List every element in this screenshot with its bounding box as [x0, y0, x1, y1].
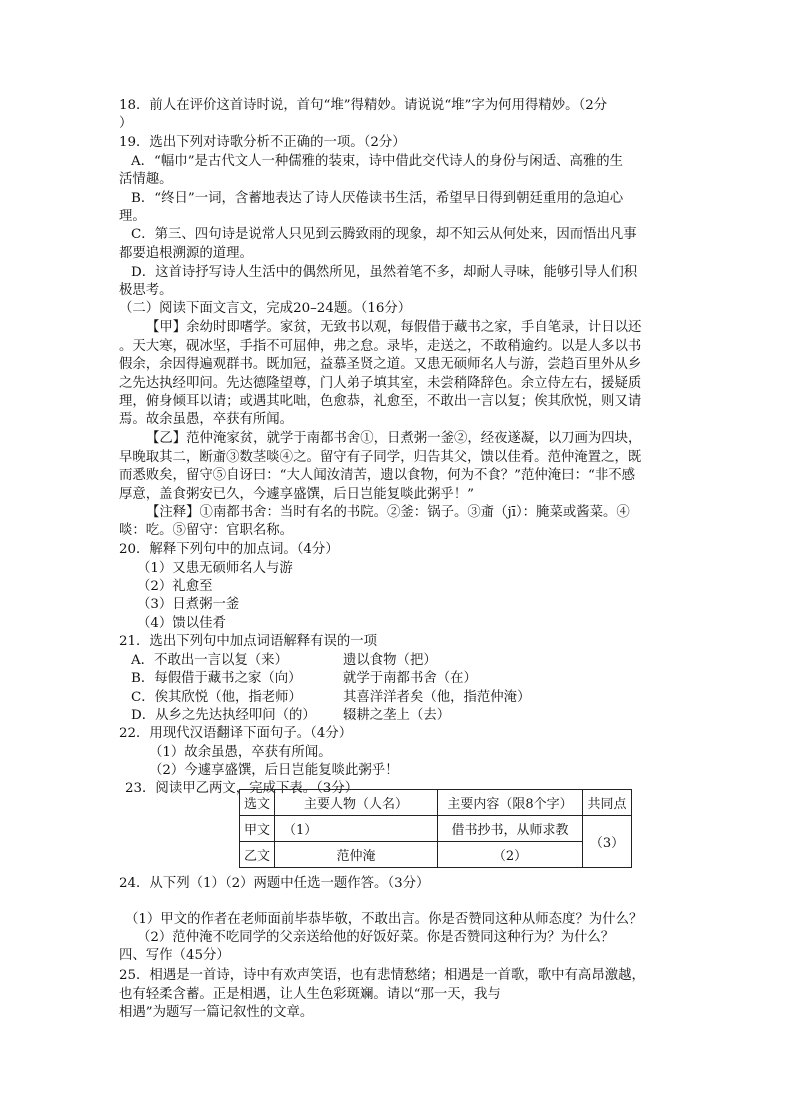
passage-jia-line: 假余，余因得遍观群书。既加冠，益慕圣贤之道。又患无硕师名人与游，尝趋百里外从乡 — [119, 357, 642, 372]
q19-option-a: A．“幅巾”是古代文人一种儒雅的装束，诗中借此交代诗人的身份与闲适、高雅的生 — [131, 154, 624, 169]
q21-stem: 21．选出下列句中加点词语解释有误的一项 — [119, 634, 378, 649]
q20-item: （3）日煮粥一釜 — [137, 597, 240, 612]
q21-option-left: C．俟其欣悦（他，指老师） — [131, 690, 302, 705]
q23-table — [239, 789, 632, 868]
q21-option-right: 遗以食物（把） — [343, 653, 437, 668]
passage-jia-line: 【甲】余幼时即嗜学。家贫，无致书以观，每假借于藏书之家，手自笔录，计日以还 — [146, 320, 642, 335]
q22-stem: 22．用现代汉语翻译下面句子。（4分） — [119, 726, 353, 741]
q21-option-right: 辍耕之垄上（去） — [343, 708, 451, 723]
q20-item: （2）礼愈至 — [137, 579, 213, 594]
q21-option-right: 就学于南都书舍（在） — [343, 671, 477, 686]
table-cell: （2） — [438, 842, 583, 868]
q18-line: 18．前人在评价这首诗时说，首句“堆”得精妙。请说说“堆”字为何用得精妙。（2分 — [119, 98, 608, 113]
q19-option-c: C．第三、四句诗是说常人只见到云腾致雨的现象，却不知云从何处来，因而悟出凡事 — [131, 227, 637, 242]
notes-line: 【注释】①南都书舍：当时有名的书院。②釜：锅子。③齑（jī）：腌菜或酱菜。④ — [146, 505, 630, 520]
table-cell-common: （3） — [583, 816, 632, 868]
passage-jia-line: 之先达执经叩问。先达德隆望尊，门人弟子填其室，未尝稍降辞色。余立侍左右，援疑质 — [119, 376, 642, 391]
q23-stem: 23．阅读甲乙两文，完成下表。（3分） — [125, 781, 359, 796]
q18-line-cont: ） — [119, 116, 133, 131]
q20-item: （1）又患无硕师名人与游 — [137, 561, 293, 576]
q22-item: （2）今遽享盛馔，后日岂能复啖此粥乎！ — [149, 763, 399, 778]
q19-option-b-cont: 理。 — [119, 209, 146, 224]
table-row — [240, 842, 632, 868]
table-cell: 范仲淹 — [275, 842, 438, 868]
passage-yi-line: 【乙】范仲淹家贫，就学于南都书舍①，日煮粥一釜②，经夜遂凝，以刀画为四块， — [146, 431, 642, 446]
table-cell: 乙文 — [240, 842, 275, 868]
passage-jia-line: 。天大寒，砚冰坚，手指不可屈伸，弗之怠。录毕，走送之，不敢稍逾约。以是人多以书 — [119, 339, 642, 354]
passage-yi-line: 而悉败矣，留守⑤自讶曰：“大人闻汝清苦，遗以食物，何为不食？”范仲淹曰：“非不感 — [119, 468, 635, 483]
table-header-cell: 主要内容（限8个字） — [438, 790, 583, 816]
q20-item: （4）馈以佳肴 — [137, 616, 226, 631]
q20-stem: 20．解释下列句中的加点词。（4分） — [119, 542, 339, 557]
q21-option-left: A．不敢出一言以复（来） — [131, 653, 288, 668]
q19-option-a-cont: 活情趣。 — [119, 172, 173, 187]
section-4-heading: 四、写作（45分） — [119, 948, 230, 963]
table-header-cell: 主要人物（人名） — [275, 790, 438, 816]
q19-option-d-cont: 极思考。 — [119, 283, 173, 298]
notes-line: 啖：吃。⑤留守：官职名称。 — [119, 523, 294, 538]
q24-option: （1）甲文的作者在老师面前毕恭毕敬，不敢出言。你是否赞同这种从师态度？为什么？ — [125, 912, 643, 927]
q22-item: （1）故余虽愚，卒获有所闻。 — [149, 745, 332, 760]
q19-option-b: B．“终日”一词，含蓄地表达了诗人厌倦读书生活，希望早日得到朝廷重用的急迫心 — [131, 191, 624, 206]
q24-stem: 24．从下列（1）（2）两题中任选一题作答。（3分） — [119, 876, 430, 891]
table-cell: 甲文 — [240, 816, 275, 842]
q25-line: 也有轻柔含蓄。正是相遇，让人生色彩斑斓。请以“那一天，我与 — [119, 987, 501, 1002]
q25-line: 相遇”为题写一篇记叙性的文章。 — [119, 1005, 314, 1020]
q19-option-d: D．这首诗抒写诗人生活中的偶然所见，虽然着笔不多，却耐人寻味，能够引导人们积 — [131, 265, 638, 280]
table-header-cell: 选文 — [240, 790, 275, 816]
passage-yi-line: 早晚取其二，断齑③数茎啖④之。留守有子同学，归告其父，馈以佳肴。范仲淹置之，既 — [119, 450, 642, 465]
q21-option-left: B．每假借于藏书之家（向） — [131, 671, 302, 686]
section-2-heading: （二）阅读下面文言文，完成20–24题。（16分） — [119, 301, 412, 316]
passage-jia-line: 理，俯身倾耳以请；或遇其叱咄，色愈恭，礼愈至，不敢出一言以复；俟其欣悦，则又请 — [119, 394, 642, 409]
table-cell: （1） — [275, 816, 438, 842]
q21-option-left: D．从乡之先达执经叩问（的） — [131, 708, 316, 723]
q19-stem: 19．选出下列对诗歌分析不正确的一项。（2分） — [119, 135, 406, 150]
table-cell: 借书抄书，从师求教 — [438, 816, 583, 842]
table-header-row — [240, 790, 632, 816]
passage-yi-line: 厚意，盖食粥安已久，今遽享盛馔，后日岂能复啖此粥乎！” — [119, 487, 474, 502]
table-header-cell: 共同点 — [583, 790, 632, 816]
q25-line: 25．相遇是一首诗，诗中有欢声笑语，也有悲情愁绪；相遇是一首歌，歌中有高昂激越， — [119, 968, 645, 983]
q19-option-c-cont: 都要追根溯源的道理。 — [119, 246, 253, 261]
q24-option: （2）范仲淹不吃同学的父亲送给他的好饭好菜。你是否赞同这种行为？为什么？ — [137, 930, 615, 945]
passage-jia-line: 焉。故余虽愚，卒获有所闻。 — [119, 412, 294, 427]
table-row — [240, 816, 632, 842]
q21-option-right: 其喜洋洋者矣（他，指范仲淹） — [343, 690, 531, 705]
